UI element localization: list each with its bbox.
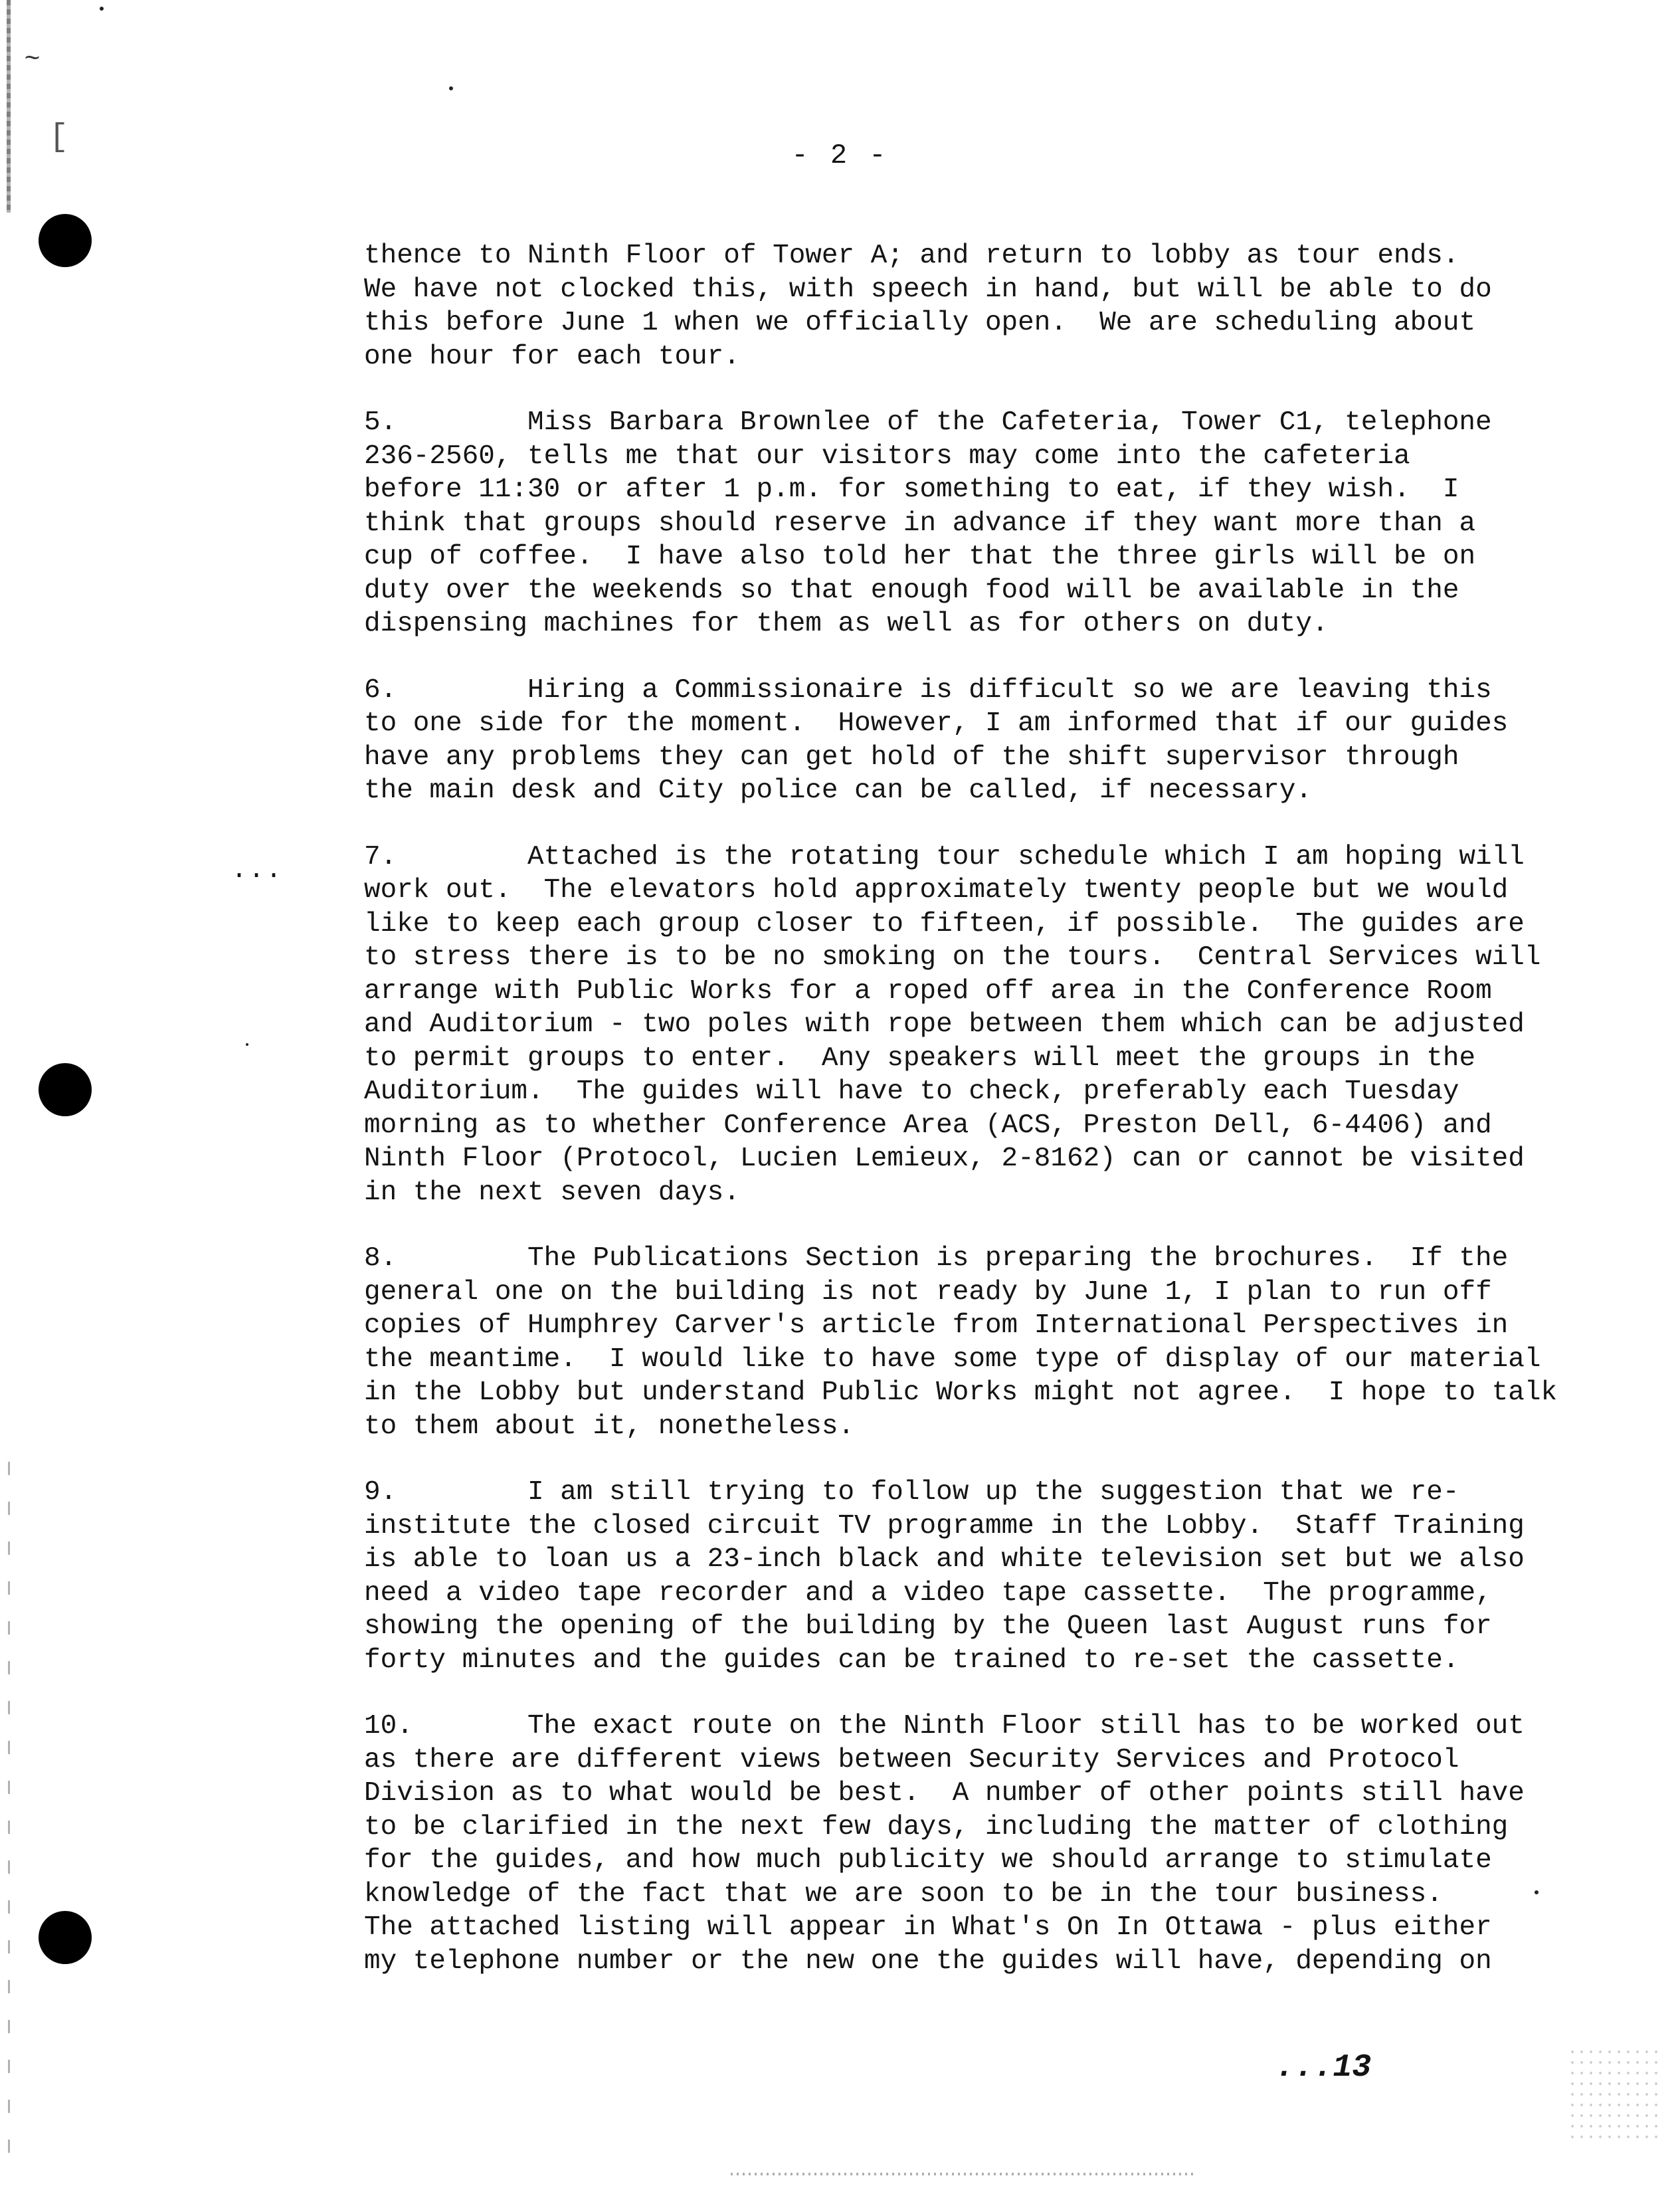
text-line: cup of coffee. I have also told her that the three girls will be on bbox=[364, 542, 1476, 572]
scan-dust-corner bbox=[1568, 2046, 1661, 2146]
text-line: my telephone number or the new one the guides will have, depending on bbox=[364, 1945, 1492, 1977]
paragraph-8 bbox=[364, 1242, 1626, 1443]
text-line: duty over the weekends so that enough food will be available in the bbox=[364, 575, 1459, 606]
text-line bbox=[364, 1242, 1626, 1276]
text-line: institute the closed circuit TV programme in the Lobby. Staff Training bbox=[364, 1510, 1525, 1542]
text-line: to them about it, nonetheless. bbox=[364, 1411, 855, 1442]
paragraph-number: 7. bbox=[364, 841, 397, 872]
text-line: to one side for the moment. However, I am informed that if our guides bbox=[364, 708, 1509, 739]
text-line: and Auditorium - two poles with rope between them which can be adjusted bbox=[364, 1009, 1525, 1040]
text-line-content: The exact route on the Ninth Floor still has to be worked out bbox=[527, 1711, 1525, 1742]
text-line: showing the opening of the building by the Queen last August runs for bbox=[364, 1611, 1492, 1642]
binding-edge-artifact-lower bbox=[8, 1462, 10, 2159]
text-line: arrange with Public Works for a roped off area in the Conference Room bbox=[364, 975, 1492, 1007]
document-body bbox=[364, 239, 1626, 2011]
continuation-marker: ...13 bbox=[1275, 2050, 1372, 2086]
scan-mark: ~ bbox=[24, 45, 41, 75]
paragraph-number: 5. bbox=[364, 407, 397, 438]
paragraph-continued bbox=[364, 239, 1626, 373]
paragraph-number: 6. bbox=[364, 674, 397, 706]
text-line: copies of Humphrey Carver's article from International Perspectives in bbox=[364, 1310, 1509, 1341]
text-line: Ninth Floor (Protocol, Lucien Lemieux, 2-8162) can or cannot be visited bbox=[364, 1144, 1525, 1174]
text-line: forty minutes and the guides can be trained to re-set the cassette. bbox=[364, 1644, 1459, 1676]
text-line: as there are different views between Security Services and Protocol bbox=[364, 1744, 1459, 1775]
scan-speck bbox=[449, 86, 453, 90]
text-line: the meantime. I would like to have some type of display of our material bbox=[364, 1344, 1541, 1375]
punch-hole-bottom bbox=[39, 1911, 92, 1964]
page-number: - 2 - bbox=[791, 140, 889, 171]
text-line bbox=[364, 406, 1626, 440]
paragraph-number: 9. bbox=[364, 1477, 397, 1508]
text-line: like to keep each group closer to fifteen, if possible. The guides are bbox=[364, 908, 1525, 940]
paragraph-5 bbox=[364, 406, 1626, 641]
text-line: general one on the building is not ready by June 1, I plan to run off bbox=[364, 1276, 1492, 1308]
scan-speck bbox=[246, 1043, 248, 1046]
text-line: for the guides, and how much publicity we should arrange to stimulate bbox=[364, 1845, 1492, 1876]
text-line: to permit groups to enter. Any speakers will meet the groups in the bbox=[364, 1043, 1476, 1074]
paragraph-7 bbox=[364, 841, 1626, 1210]
text-line bbox=[364, 841, 1626, 874]
text-line: The attached listing will appear in What's On In Ottawa - plus either bbox=[364, 1912, 1492, 1943]
text-line: is able to loan us a 23-inch black and white television set but we also bbox=[364, 1544, 1525, 1575]
text-line: to be clarified in the next few days, including the matter of clothing bbox=[364, 1811, 1509, 1843]
punch-hole-middle bbox=[39, 1063, 92, 1116]
text-line: need a video tape recorder and a video tape cassette. The programme, bbox=[364, 1577, 1492, 1609]
text-line: morning as to whether Conference Area (ACS, Preston Dell, 6-4406) and bbox=[364, 1110, 1492, 1141]
paragraph-number: 8. bbox=[364, 1243, 397, 1274]
margin-mark: ... bbox=[231, 856, 284, 886]
text-line-content: Attached is the rotating tour schedule which I am hoping will bbox=[527, 841, 1525, 872]
paragraph-9 bbox=[364, 1476, 1626, 1677]
text-line bbox=[364, 674, 1626, 708]
scan-speck bbox=[100, 7, 104, 11]
text-line: before 11:30 or after 1 p.m. for something to eat, if they wish. I bbox=[364, 474, 1459, 505]
text-line bbox=[364, 1476, 1626, 1510]
scan-mark-bracket: [ bbox=[49, 120, 68, 155]
text-line: think that groups should reserve in advance if they want more than a bbox=[364, 508, 1476, 539]
paragraph-number: 10. bbox=[364, 1711, 413, 1742]
text-line: Auditorium. The guides will have to check, preferably each Tuesday bbox=[364, 1076, 1459, 1107]
text-line: dispensing machines for them as well as for others on duty. bbox=[364, 609, 1329, 639]
paragraph-10 bbox=[364, 1710, 1626, 1978]
text-line: the main desk and City police can be called, if necessary. bbox=[364, 775, 1313, 806]
text-line bbox=[364, 1710, 1626, 1744]
paragraph-6 bbox=[364, 674, 1626, 808]
text-line: in the Lobby but understand Public Works might not agree. I hope to talk bbox=[364, 1377, 1558, 1408]
text-line-content: Hiring a Commissionaire is difficult so we are leaving this bbox=[527, 674, 1492, 706]
text-line: knowledge of the fact that we are soon to be in the tour business. bbox=[364, 1878, 1443, 1910]
text-line-content: I am still trying to follow up the suggestion that we re- bbox=[527, 1477, 1459, 1508]
text-line: work out. The elevators hold approximately twenty people but we would bbox=[364, 875, 1509, 906]
scan-dust-bottom bbox=[731, 2173, 1196, 2175]
text-line: We have not clocked this, with speech in hand, but will be able to do bbox=[364, 274, 1492, 305]
text-line: in the next seven days. bbox=[364, 1177, 740, 1208]
binding-edge-artifact bbox=[7, 0, 11, 213]
text-line: have any problems they can get hold of the shift supervisor through bbox=[364, 742, 1459, 773]
punch-hole-top bbox=[39, 214, 92, 267]
text-line: this before June 1 when we officially open. We are scheduling about bbox=[364, 308, 1476, 338]
text-line: to stress there is to be no smoking on the tours. Central Services will bbox=[364, 942, 1541, 973]
text-line: 236-2560, tells me that our visitors may come into the cafeteria bbox=[364, 441, 1410, 472]
text-line-content: The Publications Section is preparing the brochures. If the bbox=[527, 1243, 1509, 1274]
text-line: thence to Ninth Floor of Tower A; and return to lobby as tour ends. bbox=[364, 241, 1459, 271]
text-line: one hour for each tour. bbox=[364, 341, 740, 372]
text-line: Division as to what would be best. A number of other points still have bbox=[364, 1778, 1525, 1809]
text-line-content: Miss Barbara Brownlee of the Cafeteria, Tower C1, telephone bbox=[527, 407, 1492, 438]
